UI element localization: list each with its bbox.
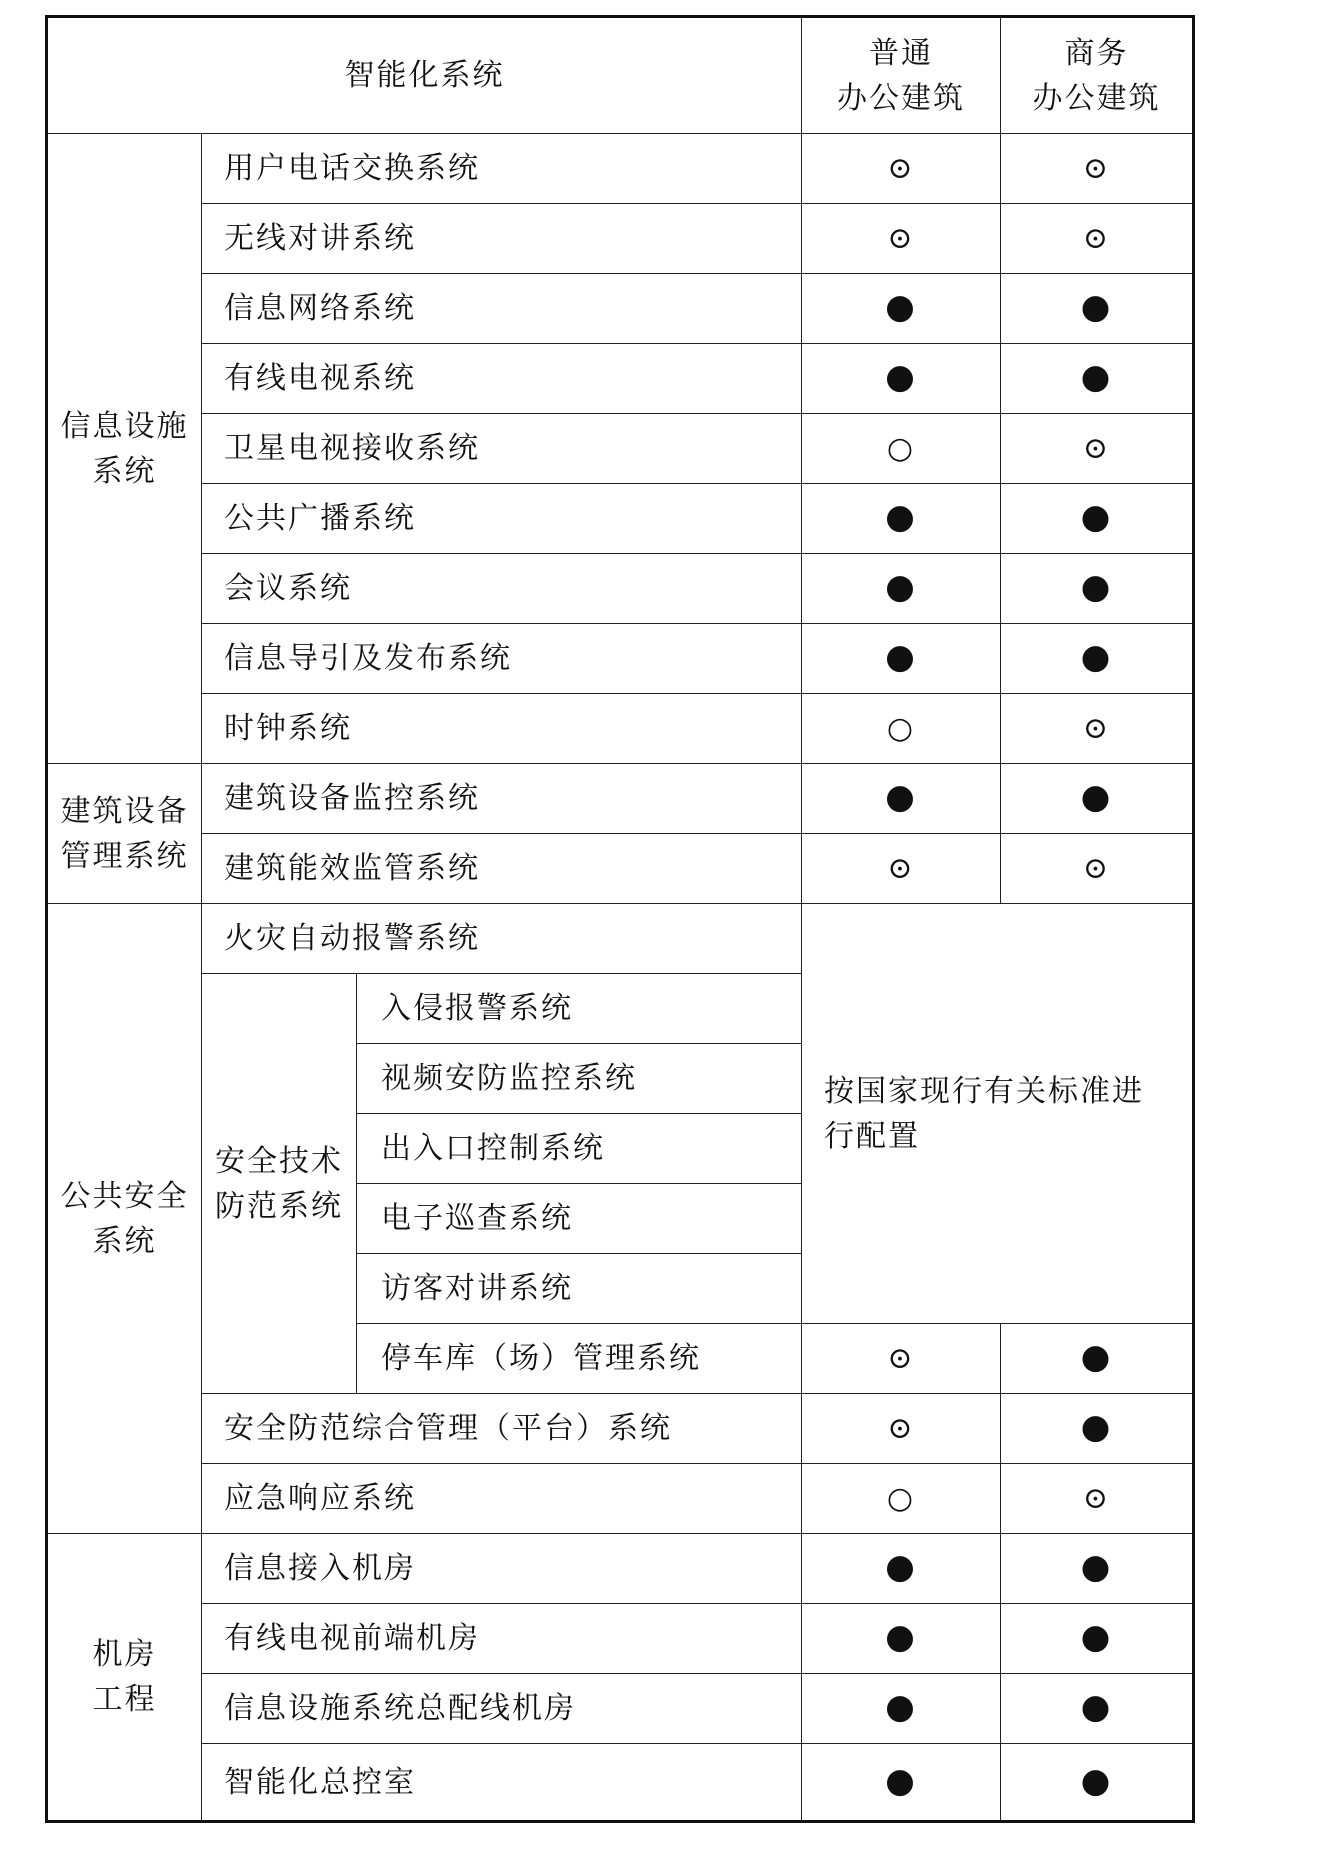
table-row [47,274,1194,344]
symbol-icon: ● [885,1547,917,1587]
symbol-icon: ⊙ [887,1411,915,1446]
business-office-mark [1001,1534,1194,1604]
symbol-icon: ⊙ [887,151,915,186]
general-office-mark [802,274,1001,344]
symbol-icon: ⊙ [1082,1481,1111,1516]
general-office-mark [802,1604,1001,1674]
row-name: 会议系统 [202,554,802,624]
row-name: 智能化总控室 [202,1744,802,1822]
header-business-line1: 商务 [1064,35,1129,71]
row-name: 电子巡查系统 [357,1184,802,1254]
symbol-icon: ⊙ [887,851,915,886]
table-row [47,694,1194,764]
table-row [47,1744,1194,1822]
group-bldg-line2: 管理系统 [60,838,189,874]
row-name: 信息接入机房 [202,1534,802,1604]
row-name: 火灾自动报警系统 [202,904,802,974]
symbol-icon: ● [885,1617,917,1657]
business-office-mark [1001,134,1194,204]
business-office-mark [1001,274,1194,344]
general-office-mark [802,834,1001,904]
group-building-equipment [47,764,202,904]
symbol-icon: ● [1080,1617,1113,1657]
general-office-mark [802,1674,1001,1744]
row-name: 入侵报警系统 [357,974,802,1044]
symbol-icon: ⊙ [1082,151,1111,186]
row-name: 安全防范综合管理（平台）系统 [202,1394,802,1464]
business-office-mark [1001,624,1194,694]
symbol-icon: ● [1080,497,1113,537]
table-row [47,1534,1194,1604]
row-name: 有线电视系统 [202,344,802,414]
group-public-safety [47,904,202,1534]
group-machine-room [47,1534,202,1822]
general-office-mark [802,344,1001,414]
table-row [47,834,1194,904]
symbol-icon: ○ [886,711,916,746]
row-name: 视频安防监控系统 [357,1044,802,1114]
group-room-line2: 工程 [92,1682,157,1717]
table-row [47,1604,1194,1674]
header-system [47,17,802,134]
business-office-mark [1001,344,1194,414]
symbol-icon: ● [1080,637,1113,677]
header-system-label: 智能化系统 [344,58,505,93]
group-info-facilities [47,134,202,764]
general-office-mark [802,1534,1001,1604]
row-name: 应急响应系统 [202,1464,802,1534]
symbol-icon: ● [885,567,917,607]
symbol-icon: ● [885,357,917,397]
table-row [47,344,1194,414]
symbol-icon: ● [885,637,917,677]
symbol-icon: ⊙ [1082,221,1111,256]
row-name: 有线电视前端机房 [202,1604,802,1674]
row-name: 公共广播系统 [202,484,802,554]
general-office-mark [802,414,1001,484]
group-info-line2: 系统 [92,453,157,489]
general-office-mark [802,764,1001,834]
group-info-line1: 信息设施 [60,408,189,444]
row-name: 无线对讲系统 [202,204,802,274]
table-row [47,764,1194,834]
table-row [47,204,1194,274]
general-office-mark [802,484,1001,554]
intelligent-systems-table [45,15,1195,1823]
group-room-line1: 机房 [92,1637,157,1672]
table-row [47,554,1194,624]
symbol-icon: ● [1080,1760,1113,1801]
business-office-mark [1001,764,1194,834]
row-name: 建筑能效监管系统 [202,834,802,904]
table-row [47,904,1194,974]
group-safety-line1: 公共安全 [60,1178,189,1214]
table-row [47,134,1194,204]
business-office-mark [1001,1394,1194,1464]
header-business-line2: 办公建筑 [1032,80,1161,116]
symbol-icon: ● [885,287,917,327]
row-name: 卫星电视接收系统 [202,414,802,484]
row-name: 信息设施系统总配线机房 [202,1674,802,1744]
symbol-icon: ● [1080,1687,1113,1727]
table-row [47,1394,1194,1464]
symbol-icon: ○ [886,1481,916,1516]
group-bldg-line1: 建筑设备 [60,793,189,829]
business-office-mark [1001,554,1194,624]
symbol-icon: ● [1080,357,1113,397]
symbol-icon: ● [1080,1337,1113,1377]
business-office-mark [1001,1744,1194,1822]
general-office-mark [802,204,1001,274]
symbol-icon: ⊙ [887,221,915,256]
row-name: 用户电话交换系统 [202,134,802,204]
business-office-mark [1001,1604,1194,1674]
row-name: 信息网络系统 [202,274,802,344]
table-row [47,624,1194,694]
table-row [47,414,1194,484]
table-row [47,1674,1194,1744]
symbol-icon: ● [1080,1547,1113,1587]
symbol-icon: ⊙ [1082,851,1111,886]
symbol-icon: ○ [886,431,916,466]
row-name: 信息导引及发布系统 [202,624,802,694]
symbol-icon: ⊙ [887,1341,915,1376]
header-general-line2: 办公建筑 [837,80,965,116]
group-secsub-line1: 安全技术 [215,1143,343,1179]
row-name: 停车库（场）管理系统 [357,1324,802,1394]
row-name: 时钟系统 [202,694,802,764]
general-office-mark [802,694,1001,764]
general-office-mark [802,1324,1001,1394]
symbol-icon: ⊙ [1082,711,1111,746]
table-row [47,1464,1194,1534]
row-name: 建筑设备监控系统 [202,764,802,834]
header-general-office [802,17,1001,134]
business-office-mark [1001,1464,1194,1534]
row-name: 访客对讲系统 [357,1254,802,1324]
row-name: 出入口控制系统 [357,1114,802,1184]
business-office-mark [1001,484,1194,554]
business-office-mark [1001,834,1194,904]
business-office-mark [1001,1324,1194,1394]
general-office-mark [802,1464,1001,1534]
symbol-icon: ● [1080,777,1113,817]
business-office-mark [1001,694,1194,764]
symbol-icon: ● [885,1687,917,1727]
symbol-icon: ● [885,777,917,817]
header-general-line1: 普通 [869,35,933,71]
business-office-mark [1001,1674,1194,1744]
merged-note-text: 按国家现行有关标准进行配置 [824,1073,1144,1154]
business-office-mark [1001,204,1194,274]
business-office-mark [1001,414,1194,484]
symbol-icon: ● [1080,1407,1113,1447]
symbol-icon: ● [1080,287,1113,327]
group-security-tech [202,974,357,1394]
symbol-icon: ● [885,1760,917,1801]
symbol-icon: ⊙ [1082,431,1111,466]
general-office-mark [802,554,1001,624]
general-office-mark [802,134,1001,204]
merged-note-cell [802,904,1194,1324]
group-secsub-line2: 防范系统 [215,1188,343,1224]
symbol-icon: ● [1080,567,1113,607]
general-office-mark [802,1394,1001,1464]
table-row [47,484,1194,554]
spec-table-wrapper [45,15,1195,1823]
group-safety-line2: 系统 [92,1223,157,1259]
header-row [47,17,1194,134]
general-office-mark [802,1744,1001,1822]
symbol-icon: ● [885,497,917,537]
header-business-office [1001,17,1194,134]
general-office-mark [802,624,1001,694]
